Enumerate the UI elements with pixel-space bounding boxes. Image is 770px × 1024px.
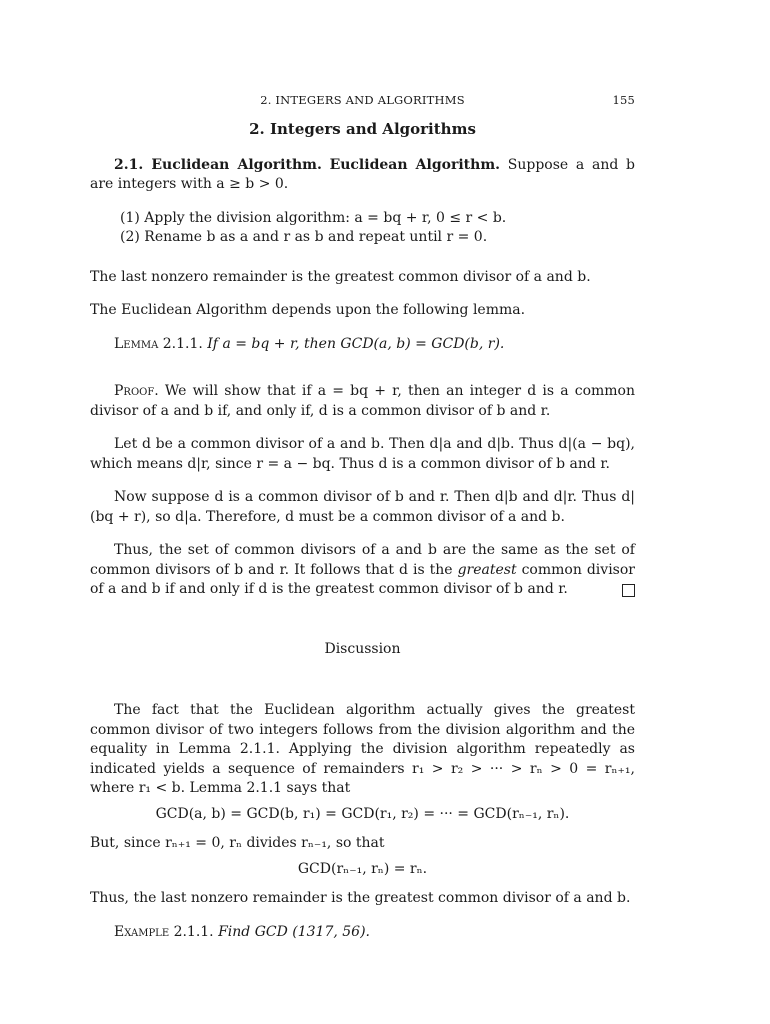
proof-text-4b: common divisor of a and b if and only if d is the greatest common divisor of b and r.: [90, 561, 635, 597]
example-statement: Find GCD (1317, 56).: [213, 923, 370, 940]
equation-gcd-chain: GCD(a, b) = GCD(b, r₁) = GCD(r₁, r₂) = ··· = GCD(rₙ₋₁, rₙ).: [155, 805, 570, 822]
proof-paragraph-1: [90, 382, 635, 421]
proof-text-4a: Thus, the set of common divisors of a and b are the same as the set of common divisors of b and r. It follows that d is the: [90, 542, 635, 578]
section-title: 2. Integers and Algorithms: [249, 120, 476, 138]
lemma: [90, 335, 635, 355]
proof-paragraph-4: [90, 541, 635, 600]
paragraph-last-nonzero: The last nonzero remainder is the greatest common divisor of a and b.: [90, 268, 591, 285]
discussion-heading: Discussion: [324, 640, 401, 657]
algorithm-step: (2) Rename b as a and r as b and repeat until r = 0.: [120, 229, 488, 245]
example: [90, 923, 635, 943]
proof-text-1: We will show that if a = bq + r, then an integer d is a common divisor of a and b if, and only if, d is a common divisor of b and r.: [90, 383, 635, 419]
proof-paragraph-3: Now suppose d is a common divisor of b and r. Then d|b and d|r. Thus d|(bq + r), so d|a. Therefore, d must be a common divisor of a and b.: [90, 489, 635, 525]
example-label: Example 2.1.1.: [114, 923, 214, 940]
page-number: 155: [612, 93, 635, 107]
proof-paragraph-2: Let d be a common divisor of a and b. Then d|a and d|b. Thus d|(a − bq), which means d|r, since r = a − bq. Thus d is a common divisor of b and r.: [90, 436, 635, 472]
running-header: [90, 93, 635, 109]
subsection-heading: 2.1. Euclidean Algorithm.: [114, 156, 322, 173]
paragraph-depends: The Euclidean Algorithm depends upon the following lemma.: [90, 302, 526, 318]
discussion-paragraph-1: The fact that the Euclidean algorithm actually gives the greatest common divisor of two integers follows from the division algorithm and the equality in Lemma 2.1.1. Applying the division algorithm repeatedly as indicated yields a sequence of remainders r₁ > r₂ > ··· > rₙ > 0 = rₙ₊₁, where r₁ < b. Lemma 2.1.1 says that: [90, 702, 635, 796]
qed-square-icon: [622, 584, 635, 597]
lemma-statement: If a = bq + r, then GCD(a, b) = GCD(b, r).: [202, 335, 505, 352]
discussion-paragraph-2: But, since rₙ₊₁ = 0, rₙ divides rₙ₋₁, so that: [90, 835, 385, 851]
proof-label: Proof.: [114, 383, 159, 399]
subsection-bold-name: Euclidean Algorithm.: [329, 156, 501, 173]
lemma-label: Lemma 2.1.1.: [114, 335, 203, 352]
page-body: [90, 118, 635, 956]
discussion-paragraph-3: Thus, the last nonzero remainder is the greatest common divisor of a and b.: [90, 890, 631, 906]
algorithm-steps: [120, 209, 635, 248]
algorithm-step: (1) Apply the division algorithm: a = bq + r, 0 ≤ r < b.: [120, 209, 507, 226]
subsection-intro: [90, 156, 635, 195]
emphasis-greatest: greatest: [457, 561, 517, 578]
equation-gcd-final: GCD(rₙ₋₁, rₙ) = rₙ.: [297, 860, 428, 877]
subsection-intro-text: Suppose a and b are integers with a ≥ b > 0.: [90, 156, 635, 192]
running-title: 2. INTEGERS AND ALGORITHMS: [260, 93, 465, 107]
